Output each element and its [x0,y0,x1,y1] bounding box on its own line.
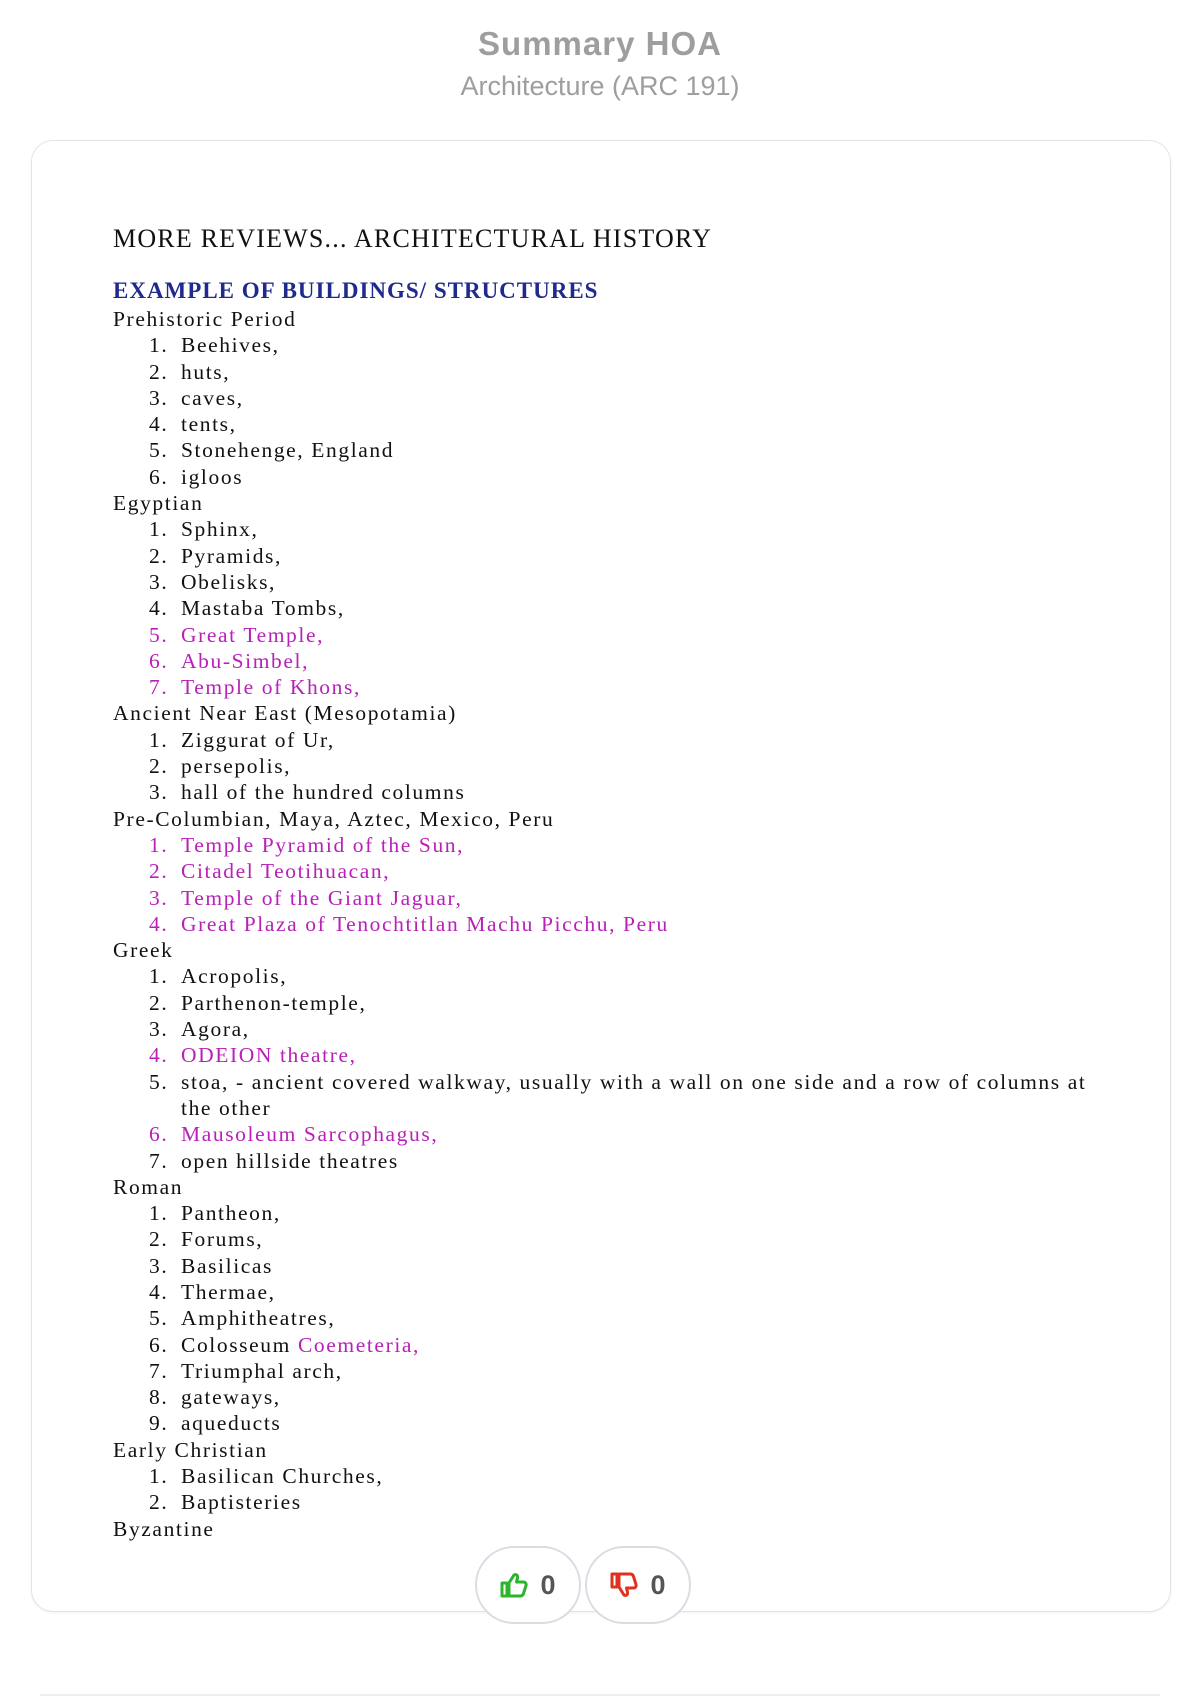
list-number: 7. [149,675,169,700]
list-number: 7. [149,1358,169,1383]
list-item-text: Thermae, [181,1279,276,1304]
list-item [113,1016,1113,1042]
list-item [113,1200,1113,1226]
building-list [113,1463,1113,1516]
document-header [0,22,1200,104]
list-number: 6. [149,1122,169,1147]
list-item-text: Stonehenge, England [181,438,395,463]
list-number: 6. [149,1332,169,1357]
list-number: 5. [149,622,169,647]
list-item [113,1226,1113,1252]
list-item [113,832,1113,858]
building-list [113,332,1113,490]
list-item-text: Obelisks, [181,569,277,594]
list-item [113,332,1113,358]
list-item-text: Basilicas [181,1253,274,1278]
list-item-text: Colosseum [181,1332,298,1357]
list-item [113,727,1113,753]
list-item [113,779,1113,805]
list-item [113,1358,1113,1384]
list-number: 2. [149,859,169,884]
period-heading: Ancient Near East (Mesopotamia) [113,701,457,726]
thumbs-down-icon [610,1572,638,1598]
list-number: 9. [149,1411,169,1436]
sections-container [113,306,1113,1542]
list-number: 3. [149,1253,169,1278]
list-item-text: Pantheon, [181,1201,281,1226]
downvote-button[interactable] [585,1546,691,1624]
list-item-text: persepolis, [181,754,292,779]
list-number: 3. [149,385,169,410]
list-item [113,569,1113,595]
list-number: 8. [149,1385,169,1410]
list-item-text: Baptisteries [181,1490,302,1515]
list-item-text: Great Plaza of Tenochtitlan Machu Picchu, Peru [181,911,669,936]
list-number: 3. [149,780,169,805]
list-item-text: igloos [181,464,244,489]
list-item [113,543,1113,569]
list-item-text: Amphitheatres, [181,1306,336,1331]
period-heading: Early Christian [113,1437,268,1462]
period-heading: Prehistoric Period [113,307,297,331]
list-item [113,1121,1113,1147]
list-item [113,464,1113,490]
list-item [113,858,1113,884]
list-item [113,885,1113,911]
list-item-text: Beehives, [181,333,280,358]
list-number: 4. [149,596,169,621]
list-item [113,411,1113,437]
list-item-text: Citadel Teotihuacan, [181,859,391,884]
list-item-text: open hillside theatres [181,1148,399,1173]
period-heading: Roman [113,1174,184,1199]
list-item-text: Acropolis, [181,964,288,989]
list-item [113,674,1113,700]
list-item [113,911,1113,937]
list-number: 4. [149,412,169,437]
list-item [113,990,1113,1016]
list-item [113,1148,1113,1174]
next-card-edge [40,1694,1160,1696]
list-item [113,516,1113,542]
upvote-count: 0 [540,1569,556,1600]
list-item-text: Sphinx, [181,517,259,542]
list-item-text: Great Temple, [181,622,325,647]
list-number: 4. [149,1279,169,1304]
upvote-button[interactable] [475,1546,581,1624]
list-number: 6. [149,648,169,673]
list-item-text: stoa, - ancient covered walkway, usually with a wall on one side and a row of columns at the other [181,1069,1087,1120]
list-item-text: ODEION theatre, [181,1043,357,1068]
list-number: 6. [149,464,169,489]
list-item [113,1042,1113,1068]
list-item-text: Temple Pyramid of the Sun, [181,832,465,857]
list-item-text: Ziggurat of Ur, [181,727,335,752]
list-number: 4. [149,911,169,936]
list-number: 7. [149,1148,169,1173]
list-item [113,963,1113,989]
list-number: 1. [149,517,169,542]
list-number: 1. [149,333,169,358]
list-item-text: aqueducts [181,1411,282,1436]
list-item [113,1332,1113,1358]
list-item-text: caves, [181,385,244,410]
list-item-text: gateways, [181,1385,281,1410]
list-item-text: Coemeteria, [297,1332,421,1357]
list-item [113,622,1113,648]
list-item [113,385,1113,411]
list-item [113,1253,1113,1279]
list-item-text: huts, [181,359,231,384]
list-item-text: Temple of the Giant Jaguar, [181,885,463,910]
list-item-text: Abu-Simbel, [181,648,310,673]
list-item-text: Agora, [181,1017,250,1042]
list-number: 1. [149,964,169,989]
list-item [113,437,1113,463]
list-number: 2. [149,990,169,1015]
building-list [113,832,1113,937]
period-heading: Byzantine [113,1516,215,1541]
list-number: 2. [149,754,169,779]
downvote-count: 0 [650,1569,666,1600]
list-number: 3. [149,1017,169,1042]
list-number: 5. [149,1306,169,1331]
list-item-text: Pyramids, [181,543,282,568]
document-title: Summary HOA [478,25,722,62]
list-item [113,1279,1113,1305]
list-item-text: Mastaba Tombs, [181,596,345,621]
list-item-text: Mausoleum Sarcophagus, [181,1122,439,1147]
sub-heading: EXAMPLE OF BUILDINGS/ STRUCTURES [113,278,599,303]
document-content [113,222,1113,1542]
period-heading: Pre-Columbian, Maya, Aztec, Mexico, Peru [113,806,555,831]
list-item [113,595,1113,621]
list-item-text: Basilican Churches, [181,1464,384,1489]
list-number: 5. [149,1069,169,1094]
list-number: 1. [149,1464,169,1489]
list-number: 2. [149,543,169,568]
building-list [113,516,1113,700]
main-heading: MORE REVIEWS... ARCHITECTURAL HISTORY [113,224,713,253]
building-list [113,727,1113,806]
list-number: 2. [149,359,169,384]
list-number: 3. [149,569,169,594]
list-item-text: Forums, [181,1227,264,1252]
list-number: 1. [149,727,169,752]
list-item [113,1305,1113,1331]
list-number: 4. [149,1043,169,1068]
list-number: 5. [149,438,169,463]
building-list [113,1200,1113,1437]
period-heading: Egyptian [113,491,204,516]
list-number: 3. [149,885,169,910]
list-item-text: tents, [181,412,237,437]
list-item [113,359,1113,385]
list-item [113,1384,1113,1410]
list-number: 1. [149,832,169,857]
period-heading: Greek [113,938,174,963]
course-subtitle[interactable]: Architecture (ARC 191) [460,71,740,101]
list-item [113,1463,1113,1489]
vote-bar [475,1546,695,1626]
building-list [113,963,1113,1173]
list-item-text: Parthenon-temple, [181,990,367,1015]
list-number: 2. [149,1227,169,1252]
list-item [113,1410,1113,1436]
list-number: 2. [149,1490,169,1515]
list-item [113,1489,1113,1515]
list-item-text: Triumphal arch, [181,1358,343,1383]
list-item [113,753,1113,779]
thumbs-up-icon [500,1572,528,1598]
list-item [113,648,1113,674]
list-number: 1. [149,1201,169,1226]
list-item [113,1069,1113,1122]
list-item-text: hall of the hundred columns [181,780,466,805]
list-item-text: Temple of Khons, [181,675,361,700]
